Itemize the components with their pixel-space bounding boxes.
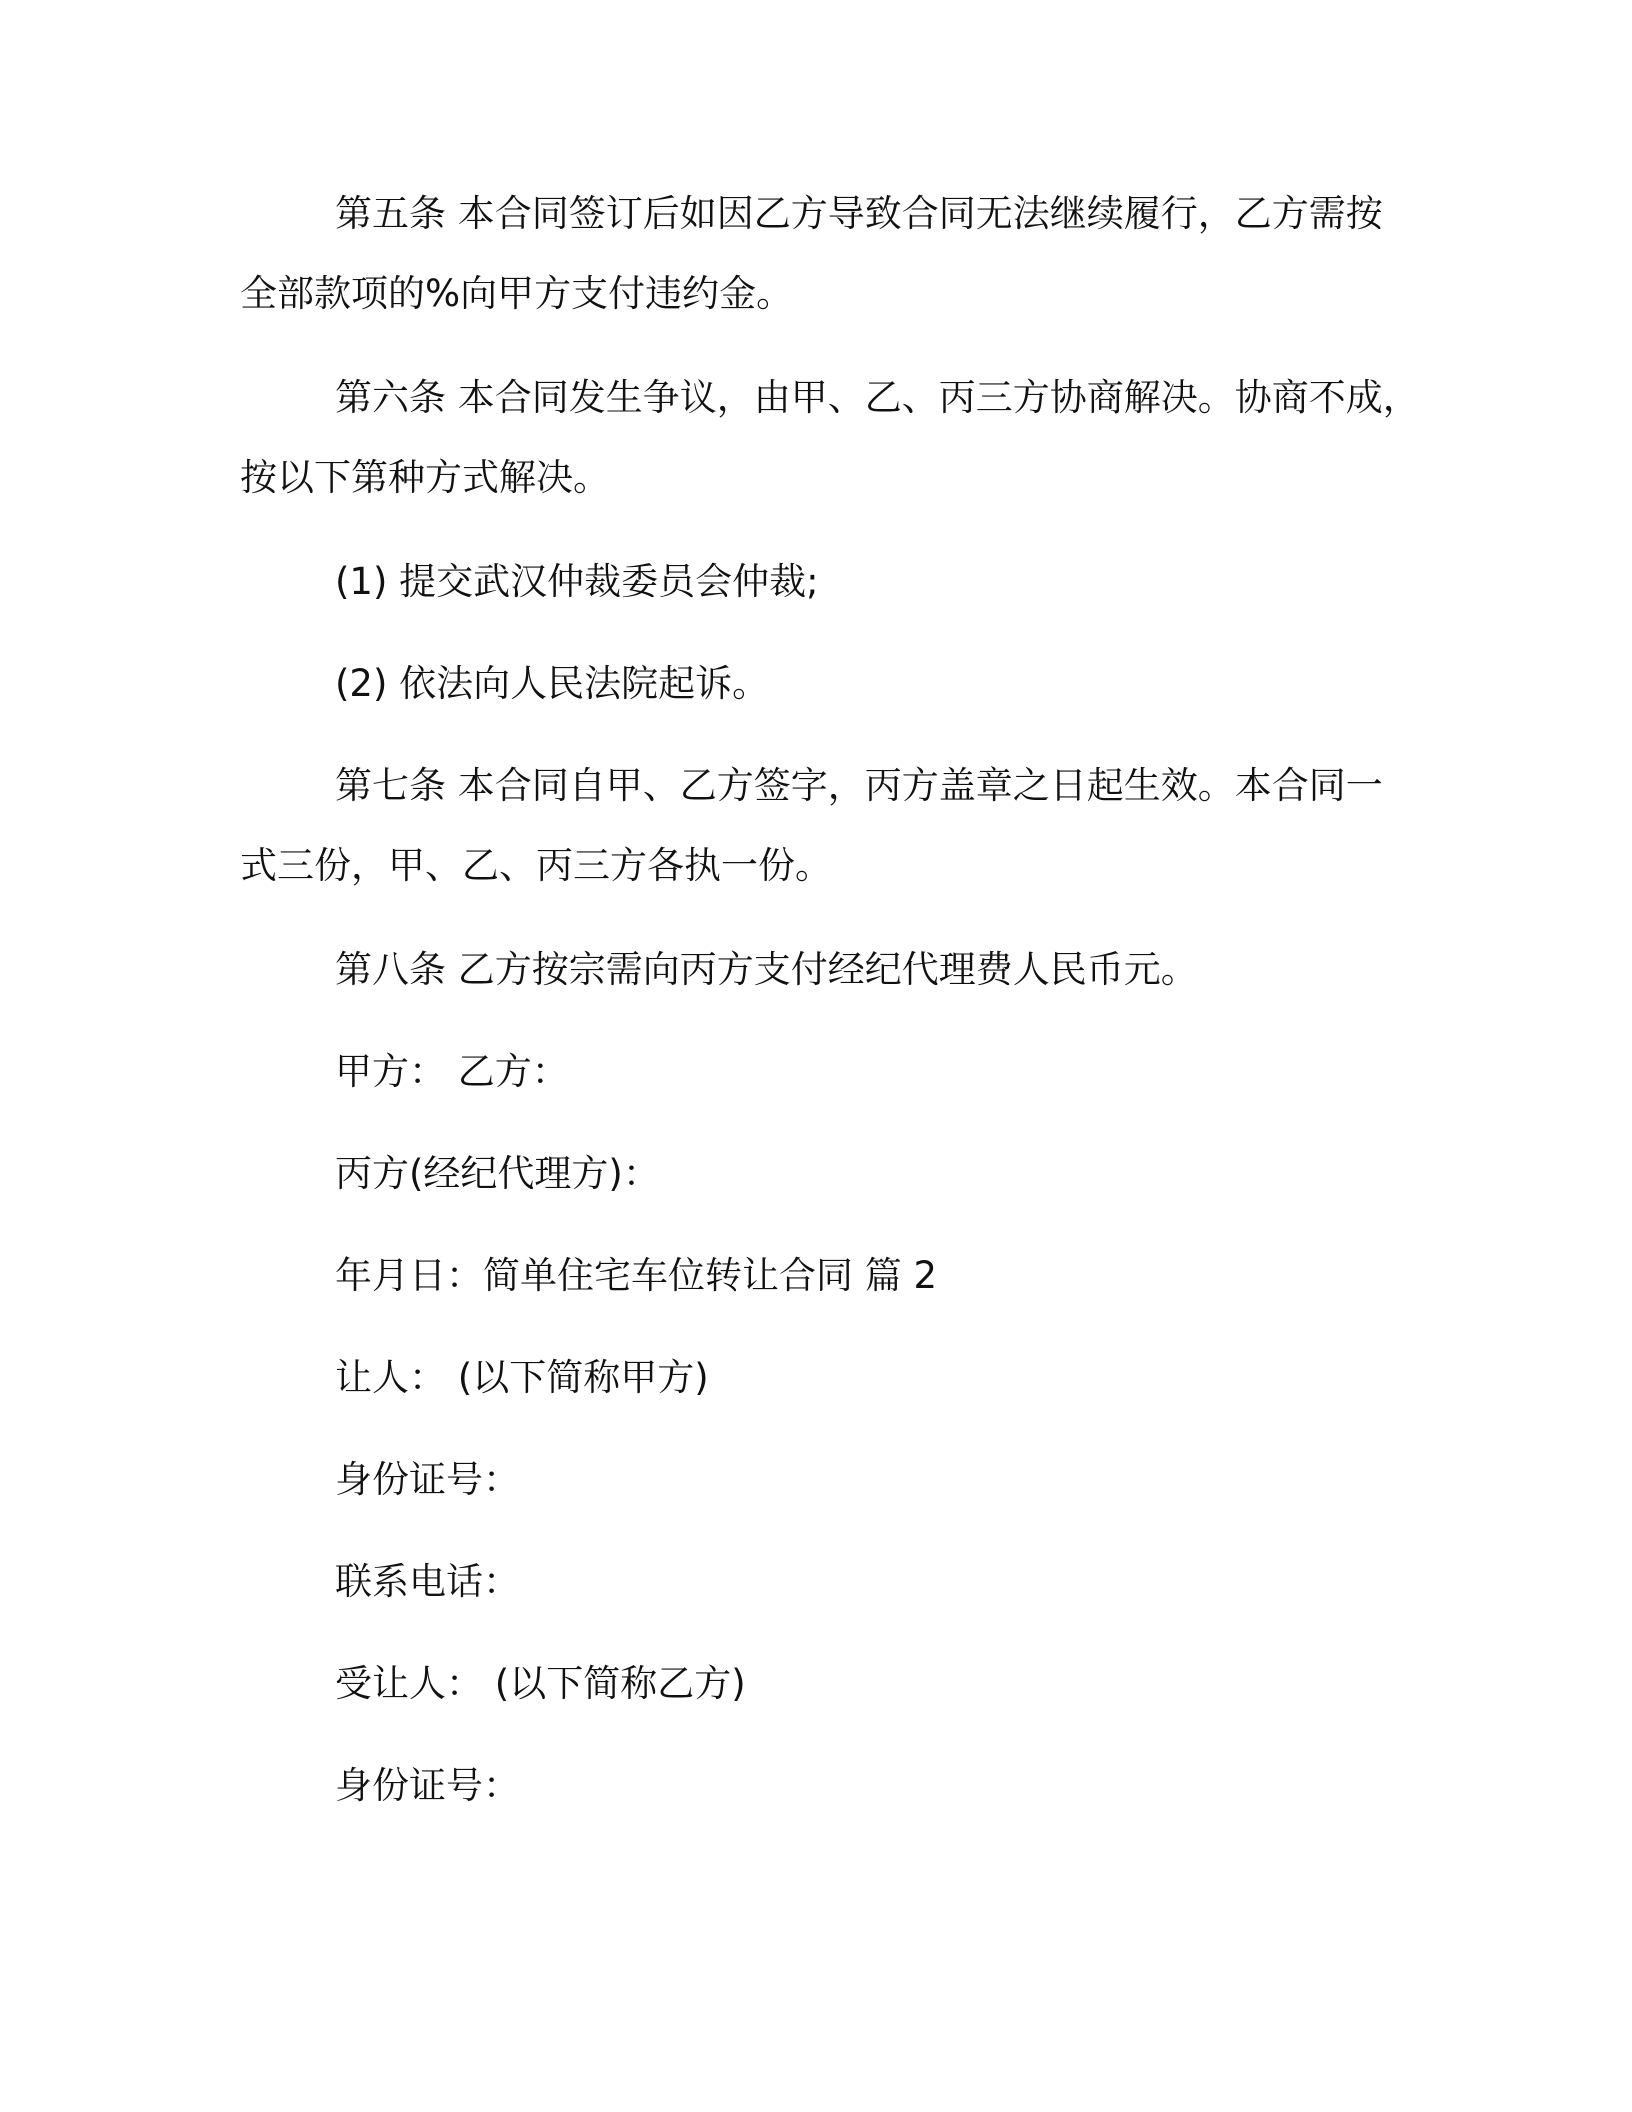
- paragraph-phone: [240, 1542, 1400, 1622]
- paragraph-party-c: [240, 1134, 1400, 1214]
- paragraph-line: 身份证号：: [335, 1458, 520, 1501]
- paragraph-line: 第七条 本合同自甲、乙方签字，丙方盖章之日起生效。本合同一: [335, 764, 1383, 807]
- paragraph-line: 年月日：简单住宅车位转让合同 篇 2: [335, 1254, 938, 1297]
- paragraph-article-6: [240, 358, 1420, 518]
- paragraph-line: 受让人： (以下简称乙方): [335, 1662, 746, 1705]
- paragraph-line: 按以下第种方式解决。: [240, 456, 610, 499]
- paragraph-id-number-1: [240, 1440, 1400, 1520]
- paragraph-line: 第八条 乙方按宗需向丙方支付经纪代理费人民币元。: [335, 948, 1198, 991]
- paragraph-line: 全部款项的%向甲方支付违约金。: [240, 272, 794, 315]
- paragraph-line: 丙方(经纪代理方)：: [335, 1152, 660, 1195]
- paragraph-id-number-2: [240, 1746, 1400, 1826]
- paragraph-line: 身份证号：: [335, 1764, 520, 1807]
- paragraph-date-title: [240, 1236, 1400, 1316]
- paragraph-transferor: [240, 1338, 1400, 1418]
- paragraph-article-7: [240, 746, 1400, 906]
- paragraph-option-1: [240, 542, 1400, 622]
- paragraph-line: 式三份，甲、乙、丙三方各执一份。: [240, 844, 832, 887]
- paragraph-line: 第五条 本合同签订后如因乙方导致合同无法继续履行，乙方需按: [335, 192, 1383, 235]
- paragraph-party-a-b: [240, 1032, 1400, 1112]
- paragraph-article-5: [240, 174, 1400, 334]
- paragraph-line: 甲方： 乙方：: [335, 1050, 569, 1093]
- paragraph-line: 联系电话：: [335, 1560, 520, 1603]
- paragraph-transferee: [240, 1644, 1400, 1724]
- paragraph-option-2: [240, 644, 1400, 724]
- paragraph-line: (2) 依法向人民法院起诉。: [335, 662, 770, 705]
- paragraph-line: 第六条 本合同发生争议，由甲、乙、丙三方协商解决。协商不成，: [335, 376, 1420, 419]
- paragraph-line: (1) 提交武汉仲裁委员会仲裁;: [335, 560, 819, 603]
- paragraph-article-8: [240, 930, 1400, 1010]
- paragraph-line: 让人： (以下简称甲方): [335, 1356, 709, 1399]
